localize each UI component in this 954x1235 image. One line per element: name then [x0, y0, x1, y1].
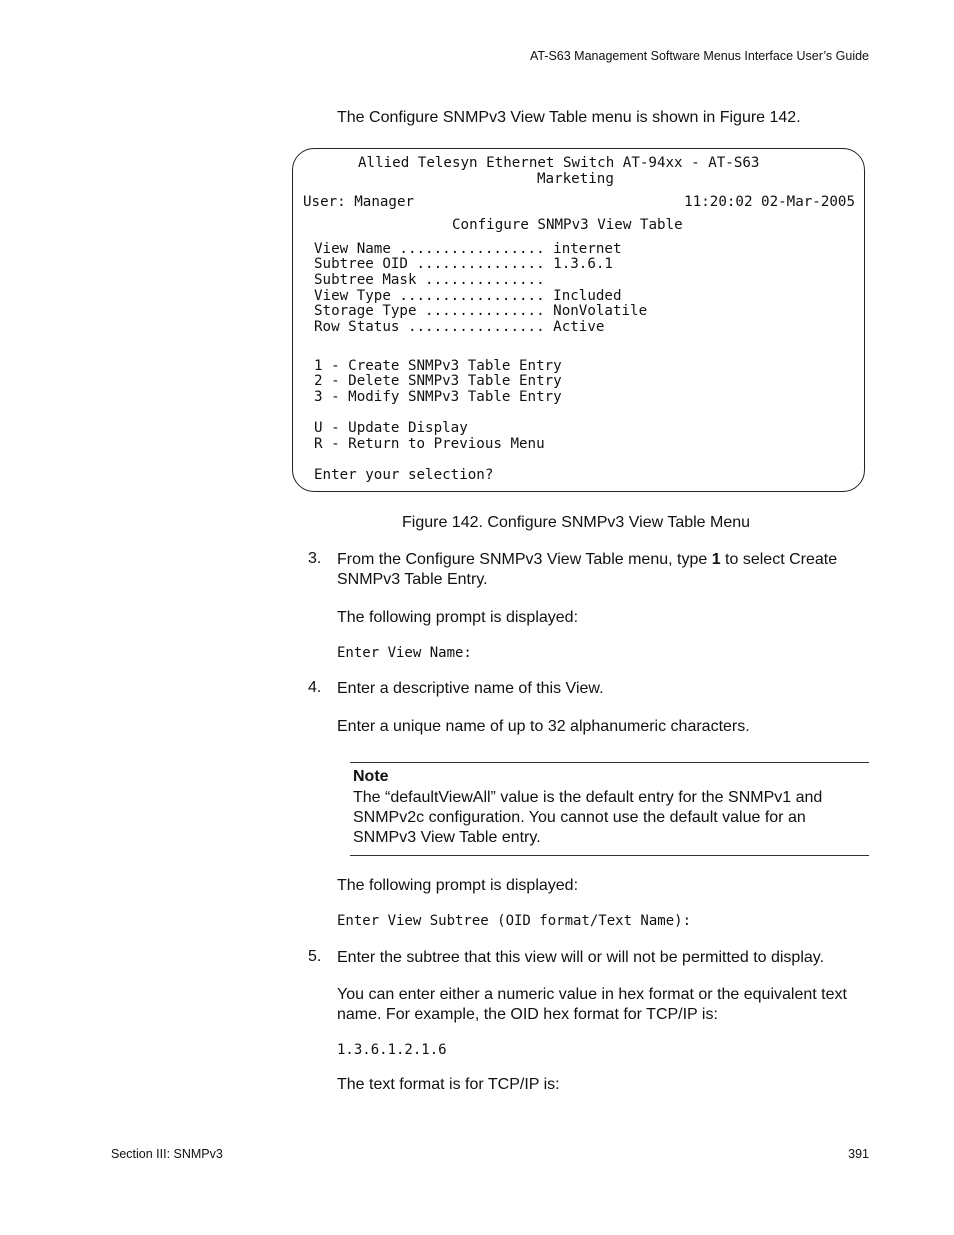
field-view-name: View Name ................. internet — [314, 241, 622, 257]
running-header: AT-S63 Management Software Menus Interface User’s Guide — [529, 49, 869, 63]
terminal-screen — [292, 148, 865, 492]
step-4-detail: Enter a unique name of up to 32 alphanumeric characters. — [337, 718, 750, 735]
step-3-text — [337, 550, 869, 590]
step-3-number: 3. — [308, 550, 322, 567]
step-3-text-after: to select Create SNMPv3 Table Entry. — [337, 551, 838, 588]
page-number: 391 — [848, 1147, 869, 1161]
step-5-number: 5. — [308, 948, 322, 965]
terminal-user: User: Manager — [303, 194, 415, 210]
step-3-text-before: From the Configure SNMPv3 View Table menu, type — [337, 551, 712, 568]
menu-item-return[interactable]: R - Return to Previous Menu — [314, 436, 545, 452]
field-storage-type: Storage Type .............. NonVolatile — [314, 303, 648, 319]
prompt-enter-view-name: Enter View Name: — [337, 645, 472, 661]
step-4-number: 4. — [308, 679, 322, 696]
step-4-text: Enter a descriptive name of this View. — [337, 680, 604, 697]
menu-item-update-display[interactable]: U - Update Display — [314, 420, 468, 436]
menu-item-create[interactable]: 1 - Create SNMPv3 Table Entry — [314, 358, 562, 374]
terminal-location: Marketing — [537, 171, 614, 187]
terminal-banner: Allied Telesyn Ethernet Switch AT-94xx - AT-S63 — [358, 155, 760, 171]
field-subtree-mask: Subtree Mask .............. — [314, 272, 545, 288]
field-row-status: Row Status ................ Active — [314, 319, 605, 335]
step-5-detail: You can enter either a numeric value in hex format or the equivalent text name. For example, the OID hex format for TCP/IP is: — [337, 986, 847, 1023]
field-view-type: View Type ................. Included — [314, 288, 622, 304]
oid-example: 1.3.6.1.2.1.6 — [337, 1042, 447, 1058]
intro-paragraph: The Configure SNMPv3 View Table menu is shown in Figure 142. — [337, 109, 801, 126]
terminal-menu-title: Configure SNMPv3 View Table — [452, 217, 683, 233]
note-title: Note — [353, 768, 389, 785]
menu-item-modify[interactable]: 3 - Modify SNMPv3 Table Entry — [314, 389, 562, 405]
footer-section: Section III: SNMPv3 — [111, 1147, 223, 1161]
selection-prompt[interactable]: Enter your selection? — [314, 467, 494, 483]
figure-caption: Figure 142. Configure SNMPv3 View Table Menu — [402, 514, 751, 531]
text-format-label: The text format is for TCP/IP is: — [337, 1076, 560, 1093]
prompt-enter-view-subtree: Enter View Subtree (OID format/Text Name): — [337, 913, 692, 929]
step-3-key: 1 — [711, 551, 721, 568]
note-text: The “defaultViewAll” value is the default entry for the SNMPv1 and SNMPv2c configuration. You cannot use the default value for an SNMPv3 View Table entry. — [353, 789, 823, 846]
menu-item-delete[interactable]: 2 - Delete SNMPv3 Table Entry — [314, 373, 562, 389]
field-subtree-oid: Subtree OID ............... 1.3.6.1 — [314, 256, 613, 272]
prompt-label-1: The following prompt is displayed: — [337, 609, 579, 626]
step-5-text: Enter the subtree that this view will or will not be permitted to display. — [337, 949, 825, 966]
terminal-datetime: 11:20:02 02-Mar-2005 — [684, 194, 855, 210]
prompt-label-2: The following prompt is displayed: — [337, 877, 579, 894]
note-box — [350, 762, 869, 856]
